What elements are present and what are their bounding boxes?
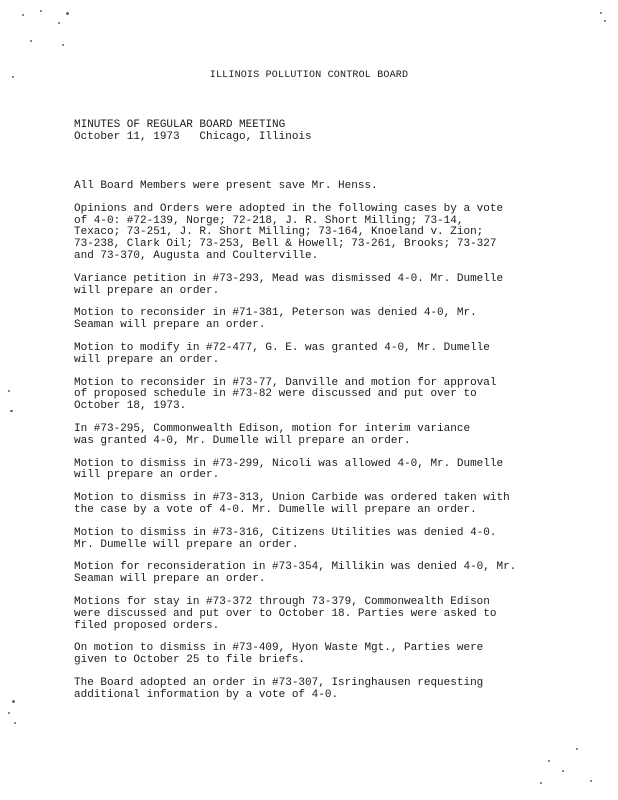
scan-speck — [600, 12, 602, 14]
scan-speck — [576, 748, 578, 750]
scan-speck — [540, 782, 542, 784]
meeting-date-location: October 11, 1973 Chicago, Illinois — [74, 131, 312, 143]
scan-speck — [12, 700, 15, 703]
minutes-paragraph: Motion to reconsider in #73-77, Danville and motion for approval of proposed schedule in #73-82 were discussed and put over to October 18, 1973. — [74, 376, 497, 413]
minutes-paragraph: Motion to modify in #72-477, G. E. was granted 4-0, Mr. Dumelle will prepare an order. — [74, 341, 490, 366]
scan-speck — [66, 12, 69, 15]
minutes-paragraph: Motion to reconsider in #71-381, Peterson was denied 4-0, Mr. Seaman will prepare an order. — [74, 307, 477, 332]
minutes-paragraph: Motions for stay in #73-372 through 73-379, Commonwealth Edison were discussed and put over to October 18. Parties were asked to filed proposed orders. — [74, 595, 497, 632]
scan-speck — [58, 22, 60, 24]
minutes-paragraph: Motion to dismiss in #73-299, Nicoli was allowed 4-0, Mr. Dumelle will prepare an order. — [74, 457, 504, 482]
minutes-paragraph: In #73-295, Commonwealth Edison, motion for interim variance was granted 4-0, Mr. Dumelle will prepare an order. — [74, 422, 471, 447]
scan-speck — [590, 780, 592, 782]
minutes-paragraph: Motion to dismiss in #73-313, Union Carbide was ordered taken with the case by a vote of 4-0. Mr. Dumelle will prepare an order. — [74, 492, 510, 516]
attendance-paragraph: All Board Members were present save Mr. Henss. — [74, 180, 378, 192]
minutes-paragraph: The Board adopted an order in #73-307, Isringhausen requesting additional information by a vote of 4-0. — [74, 676, 484, 701]
minutes-paragraph: Variance petition in #73-293, Mead was dismissed 4-0. Mr. Dumelle will prepare an order. — [74, 272, 504, 297]
board-title: ILLINOIS POLLUTION CONTROL BOARD — [209, 70, 409, 81]
scan-speck — [62, 44, 64, 46]
scan-speck — [10, 410, 13, 412]
scan-speck — [562, 770, 564, 772]
minutes-paragraph: Motion to dismiss in #73-316, Citizens Utilities was denied 4-0. Mr. Dumelle will prepare an order. — [74, 526, 497, 551]
scan-speck — [40, 10, 42, 12]
minutes-paragraph: On motion to dismiss in #73-409, Hyon Waste Mgt., Parties were given to October 25 to file briefs. — [74, 642, 484, 667]
scan-speck — [12, 76, 14, 78]
scan-speck — [14, 722, 16, 724]
minutes-paragraph: Motion for reconsideration in #73-354, Millikin was denied 4-0, Mr. Seaman will prepare an order. — [74, 561, 517, 586]
scan-speck — [22, 14, 24, 16]
minutes-body — [74, 181, 554, 713]
scan-speck — [604, 20, 606, 22]
meeting-title: MINUTES OF REGULAR BOARD MEETING — [74, 119, 286, 131]
meeting-header — [74, 119, 312, 143]
scan-speck — [8, 712, 10, 714]
scan-speck — [8, 390, 10, 392]
scan-speck — [548, 760, 550, 762]
scan-speck — [30, 40, 32, 42]
minutes-paragraph: Opinions and Orders were adopted in the following cases by a vote of 4-0: #72-139, Norge; 72-218, J. R. Short Milling; 73-14, Texaco; 73-251, J. R. Short Milling; 73-164, Knoeland v. Zion; 73-238, Clark Oil; 73-253, Bell & Howell; 73-261, Brooks; 73-327 and 73-370, Augusta and Coulterville. — [74, 202, 504, 262]
